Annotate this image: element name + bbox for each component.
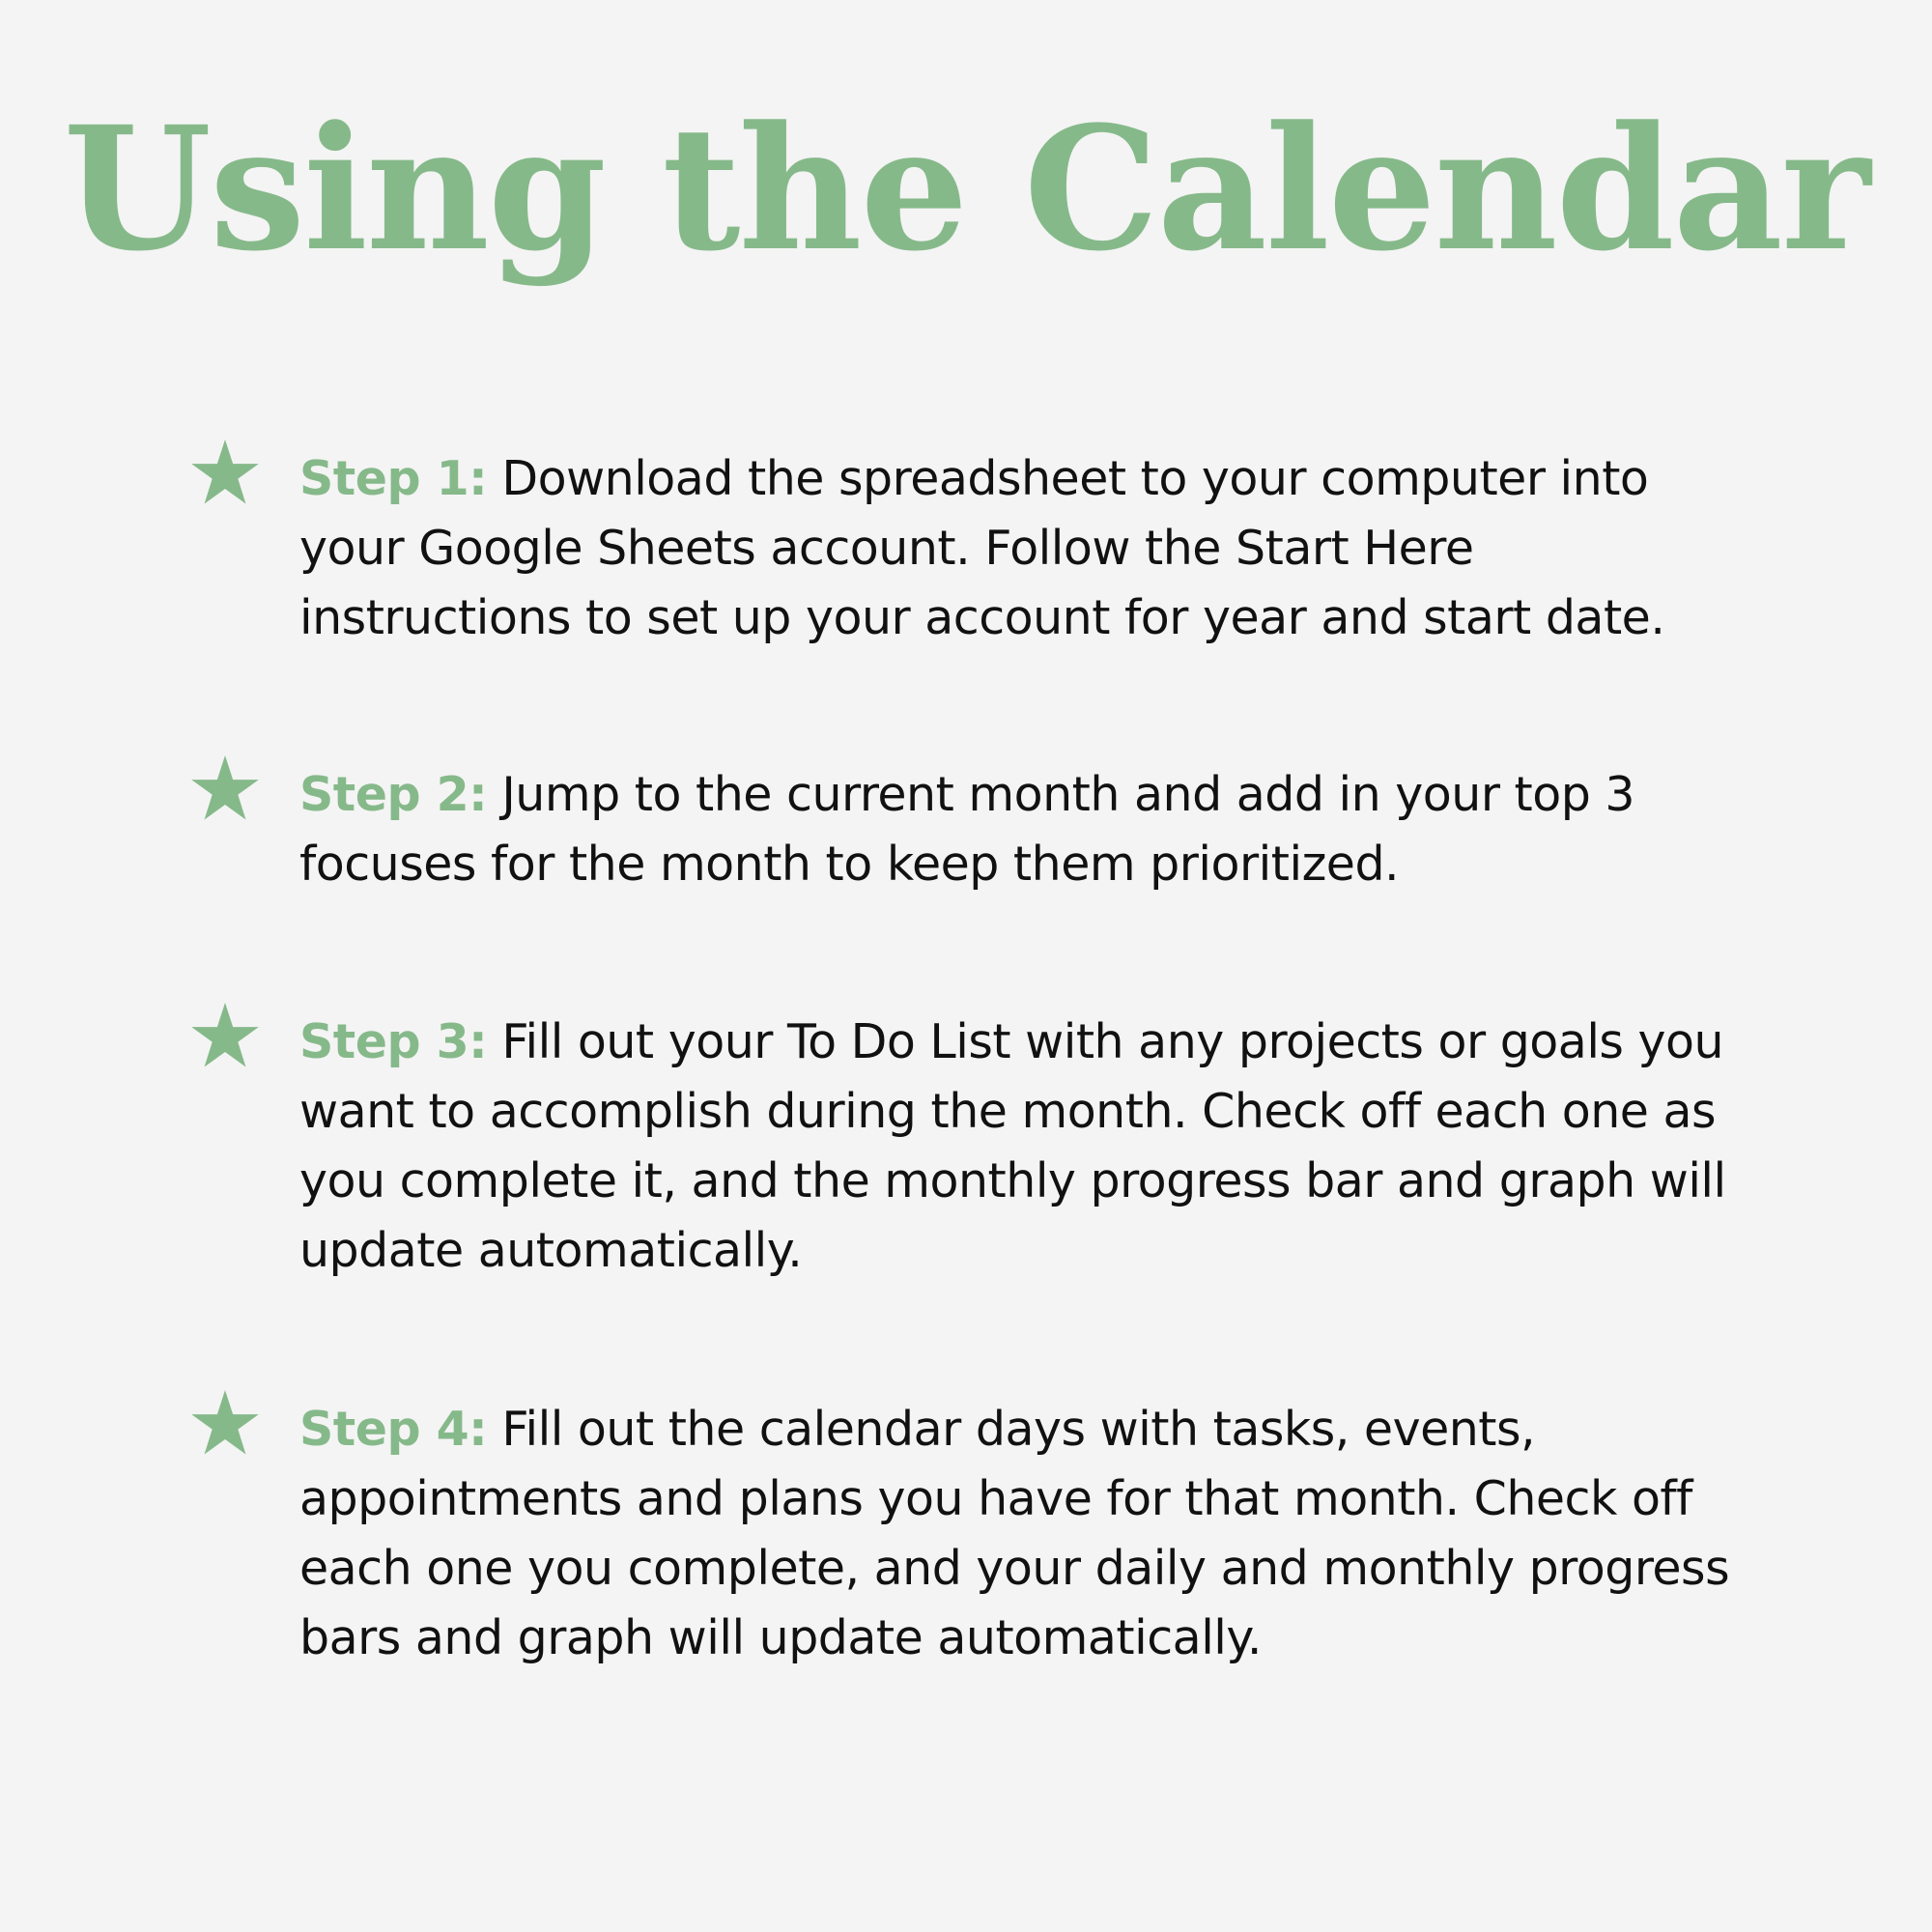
step-label: Step 1:	[299, 451, 488, 506]
star-icon	[189, 753, 261, 824]
step-text	[299, 444, 1748, 653]
step-description: Jump to the current month and add in your top 3 focuses for the month to keep them prioritized.	[299, 767, 1635, 892]
step-text	[299, 760, 1748, 899]
step-text	[299, 1008, 1748, 1286]
step-description: Fill out your To Do List with any projects or goals you want to accomplish during the month. Check off each one as you complete it, and the monthly progress bar and graph will update automatically.	[299, 1014, 1726, 1278]
step-description: Fill out the calendar days with tasks, events, appointments and plans you have for that month. Check off each one you complete, and your daily and monthly progress bars and graph will update automatically.	[299, 1402, 1730, 1665]
step-label: Step 4:	[299, 1402, 488, 1457]
star-icon	[189, 437, 261, 508]
step-description: Download the spreadsheet to your computer into your Google Sheets account. Follow the Start Here instructions to set up your account for year and start date.	[299, 451, 1665, 645]
star-icon	[189, 1000, 261, 1071]
page-title: Using the Calendar	[63, 89, 1869, 289]
step-label: Step 2:	[299, 767, 488, 822]
star-icon	[189, 1387, 261, 1459]
step-label: Step 3:	[299, 1014, 488, 1069]
step-text	[299, 1395, 1748, 1673]
